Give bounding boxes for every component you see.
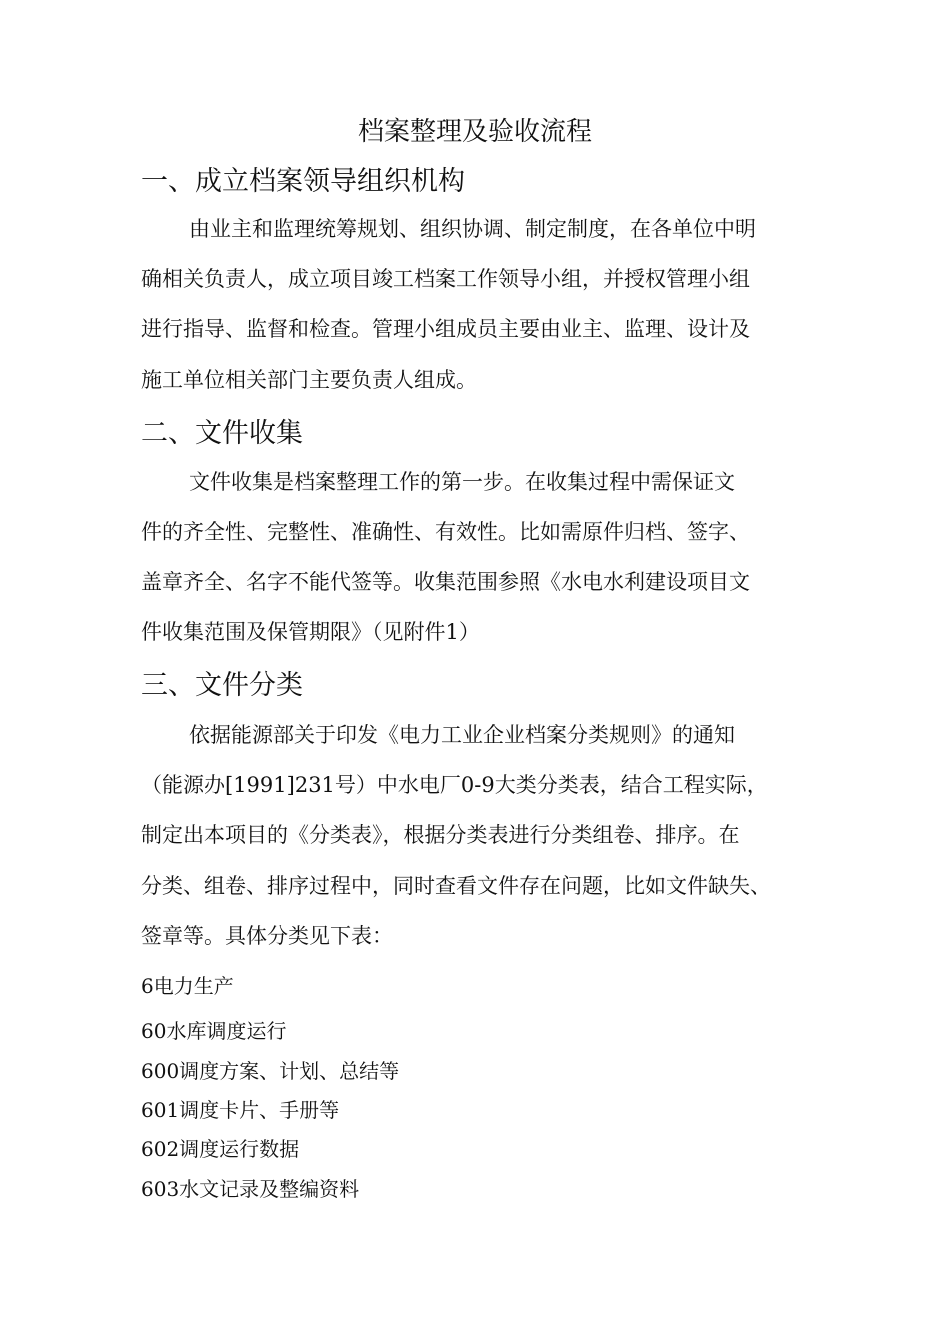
- section-1-paragraph-line: 进行指导、监督和检查。管理小组成员主要由业主、监理、设计及: [141, 317, 750, 341]
- section-1-heading: 一、成立档案领导组织机构: [141, 166, 465, 197]
- document-title: 档案整理及验收流程: [357, 117, 592, 147]
- classification-item: 603水文记录及整编资料: [141, 1177, 360, 1201]
- section-3-paragraph-line: 分类、组卷、排序过程中，同时查看文件存在问题，比如文件缺失、: [141, 874, 771, 898]
- section-2-heading: 二、文件收集: [141, 418, 303, 449]
- classification-item: 602调度运行数据: [141, 1137, 300, 1161]
- section-3-heading: 三、文件分类: [141, 670, 303, 701]
- classification-item: 601调度卡片、手册等: [141, 1098, 340, 1122]
- section-1-paragraph-line: 确相关负责人，成立项目竣工档案工作领导小组，并授权管理小组: [141, 267, 750, 291]
- section-2-paragraph-line: 盖章齐全、名字不能代签等。收集范围参照《水电水利建设项目文: [141, 570, 750, 594]
- classification-item: 6电力生产: [141, 974, 234, 998]
- classification-item: 600调度方案、计划、总结等: [141, 1059, 400, 1083]
- section-2-paragraph-line: 件的齐全性、完整性、准确性、有效性。比如需原件归档、签字、: [141, 520, 750, 544]
- section-3-paragraph-line: 制定出本项目的《分类表》，根据分类表进行分类组卷、排序。在: [141, 823, 740, 847]
- section-1-paragraph-line: 由业主和监理统筹规划、组织协调、制定制度，在各单位中明: [189, 217, 756, 241]
- section-1-paragraph-line: 施工单位相关部门主要负责人组成。: [141, 368, 477, 392]
- section-3-paragraph-line: 签章等。具体分类见下表：: [141, 924, 393, 948]
- section-2-paragraph-line: 文件收集是档案整理工作的第一步。在收集过程中需保证文: [189, 470, 735, 494]
- section-3-paragraph-line: （能源办[1991]231号）中水电厂0-9大类分类表，结合工程实际，: [141, 773, 768, 797]
- section-3-paragraph-line: 依据能源部关于印发《电力工业企业档案分类规则》的通知: [189, 723, 735, 747]
- section-2-paragraph-line: 件收集范围及保管期限》（见附件1）: [141, 620, 480, 644]
- classification-item: 60水库调度运行: [141, 1019, 287, 1043]
